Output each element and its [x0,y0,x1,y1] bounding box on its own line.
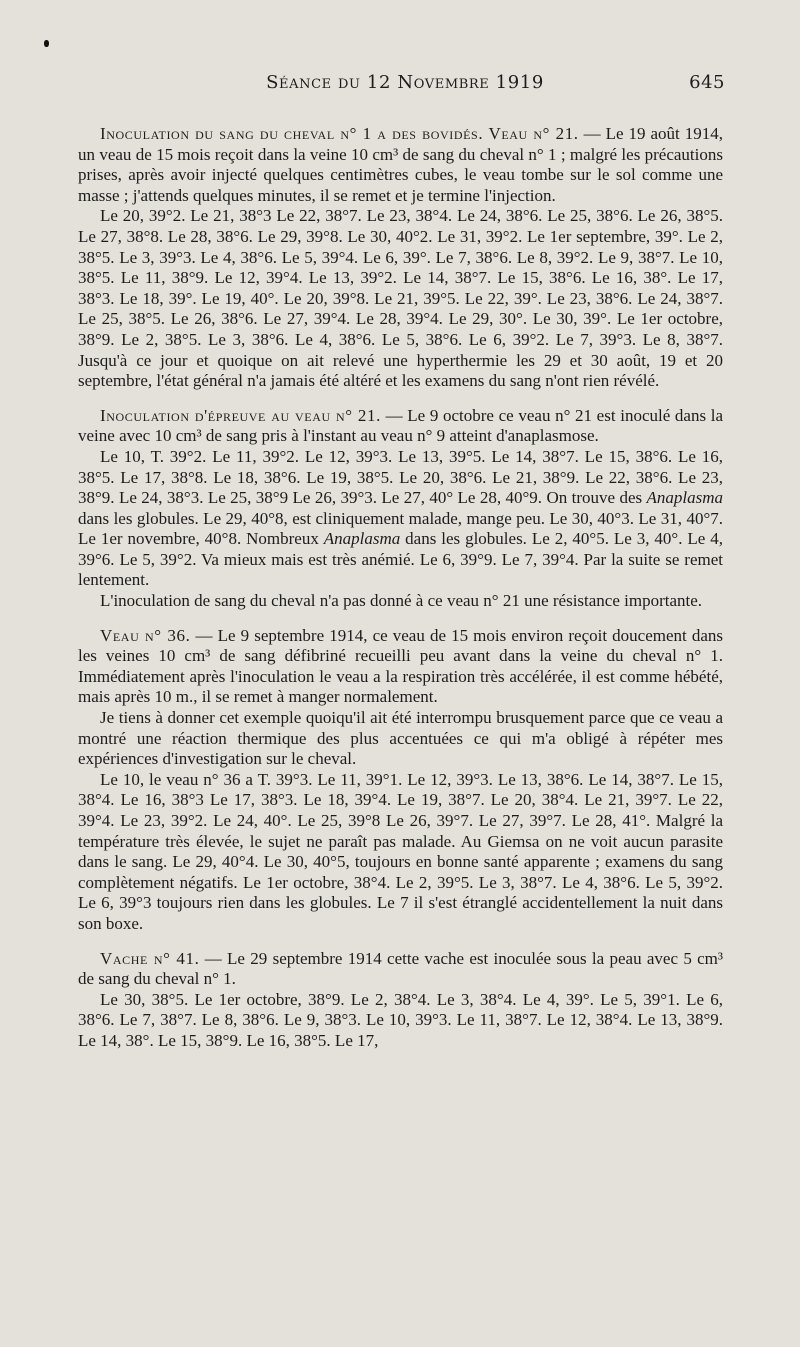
section-heading: Inoculation d'épreuve au veau n° 21. [100,405,381,425]
paragraph-veau-21-inoculation [78,124,723,206]
running-header [85,72,725,102]
paragraph-epreuve-temperatures [78,447,723,591]
paragraph-text: — Le 29 septembre 1914 cette vache est inoculée sous la peau avec 5 cm³ de sang du cheval n° 1. [78,948,723,989]
paragraph-text: dans les globules. Le 29, 40°8, est cliniquement malade, mange peu. Le 30, 40°3. Le 31, 40°7. Le 1er novembre, 40°8. Nombreux [78,508,723,549]
paragraph-temperature-record: Le 20, 39°2. Le 21, 38°3 Le 22, 38°7. Le 23, 38°4. Le 24, 38°6. Le 25, 38°6. Le 26, 38°5. Le 27, 38°8. Le 28, 38°6. Le 29, 39°8. Le 30, 40°2. Le 31, 39°2. Le 1er septembre, 39°. Le 2, 38°5. Le 3, 39°3. Le 4, 38°6. Le 5, 39°4. Le 6, 39°. Le 7, 38°6. Le 8, 39°2. Le 9, 38°7. Le 10, 38°5. Le 11, 38°9. Le 12, 39°4. Le 13, 39°2. Le 14, 38°7. Le 15, 38°6. Le 16, 38°. Le 17, 38°3. Le 18, 39°. Le 19, 40°. Le 20, 39°8. Le 21, 39°5. Le 22, 39°. Le 23, 38°6. Le 24, 38°7. Le 25, 38°5. Le 26, 38°6. Le 27, 39°4. Le 28, 39°4. Le 29, 30°. Le 30, 39°. Le 1er octobre, 38°9. Le 2, 38°5. Le 3, 38°6. Le 4, 38°6. Le 5, 38°6. Le 6, 39°2. Le 7, 39°3. Le 8, 38°7. Jusqu'à ce jour et quoique on ait relevé une hyperthermie les 29 et 30 août, 19 et 20 septembre, l'état général n'a jamais été altéré et les examens du sang n'ont rien révélé. [78,206,723,391]
page-number: 645 [689,72,725,93]
paragraph-vache-41-temperatures: Le 30, 38°5. Le 1er octobre, 38°9. Le 2, 38°4. Le 3, 38°4. Le 4, 39°. Le 5, 39°1. Le 6, 38°6. Le 7, 38°7. Le 8, 38°6. Le 9, 38°3. Le 10, 39°3. Le 11, 38°7. Le 12, 38°4. Le 13, 38°9. Le 14, 38°. Le 15, 38°9. Le 16, 38°5. Le 17, [78,989,723,1050]
paragraph-veau-36-temperatures: Le 10, le veau n° 36 a T. 39°3. Le 11, 39°1. Le 12, 39°3. Le 13, 38°6. Le 14, 38°7. Le 15, 38°4. Le 16, 38°3 Le 17, 38°3. Le 18, 39°4. Le 19, 38°7. Le 20, 38°4. Le 21, 39°7. Le 22, 39°4. Le 23, 39°2. Le 24, 40°. Le 25, 39°8 Le 26, 39°7. Le 27, 39°7. Le 28, 41°. Malgré la température très élevée, le sujet ne paraît pas malade. Au Giemsa on ne voit aucun parasite dans le sang. Le 29, 40°4. Le 30, 40°5, toujours en bonne santé apparente ; examens du sang complètement négatifs. Le 1er octobre, 38°4. Le 2, 39°5. Le 3, 38°7. Le 4, 38°6. Le 5, 39°2. Le 6, 39°3 toujours rien dans les globules. Le 7 il s'est étranglé accidentellement la nuit dans son boxe. [78,769,723,933]
running-title: Séance du 12 Novembre 1919 [266,72,544,93]
paragraph-vache-41 [78,949,723,990]
paragraph-epreuve [78,406,723,447]
section-heading: Veau n° 36. [100,625,191,645]
italic-term: Anaplasma [323,529,401,549]
paragraph-text: — Le 9 octobre ce veau n° 21 est inoculé dans la veine avec 10 cm³ de sang pris à l'instant au veau n° 9 atteint d'anaplasmose. [78,405,723,446]
italic-term: Anaplasma [646,488,723,508]
paragraph-veau-36-note: Je tiens à donner cet exemple quoiqu'il ait été interrompu brusquement parce que ce veau a montré une réaction thermique des plus accentuées ce qui m'a obligé à répéter mes expériences d'investigation sur le cheval. [78,708,723,769]
section-heading: Inoculation du sang du cheval n° 1 a des bovidés. Veau n° 21. [100,124,579,143]
paragraph-text: — Le 9 septembre 1914, ce veau de 15 mois environ reçoit doucement dans les veines 10 cm³ de sang défibriné recueilli peu avant dans la veine du cheval n° 1. Immédiatement après l'inoculation le veau a la respiration très accélérée, il est comme hébété, mais après 10 m., il se remet à manger normalement. [78,625,723,707]
ink-speck [44,40,49,47]
paragraph-veau-36 [78,626,723,708]
section-heading: Vache n° 41. [100,948,200,968]
paragraph-text: dans les globules. Le 2, 40°5. Le 3, 40°. Le 4, 39°6. Le 5, 39°2. Va mieux mais est très anémié. Le 6, 39°9. Le 7, 39°4. Par la suite se remet lentement. [78,529,723,590]
paragraph-conclusion: L'inoculation de sang du cheval n'a pas donné à ce veau n° 21 une résistance importante. [100,591,703,611]
page-body [78,124,723,1052]
paragraph-text: Le 10, T. 39°2. Le 11, 39°2. Le 12, 39°3. Le 13, 39°5. Le 14, 38°7. Le 15, 38°6. Le 16, 38°5. Le 17, 38°8. Le 18, 38°6. Le 19, 38°5. Le 20, 38°6. Le 21, 38°9. Le 22, 38°6. Le 23, 38°9. Le 24, 38°3. Le 25, 38°9 Le 26, 39°3. Le 27, 40° Le 28, 40°9. On trouve des [78,446,723,508]
paragraph-text: — Le 19 août 1914, un veau de 15 mois reçoit dans la veine 10 cm³ de sang du cheval n° 1 ; malgré les précautions prises, après avoir injecté quelques centimètres cubes, le veau tombe sur le sol comme une masse ; j'attends quelques minutes, il se remet et je termine l'injection. [78,124,724,205]
